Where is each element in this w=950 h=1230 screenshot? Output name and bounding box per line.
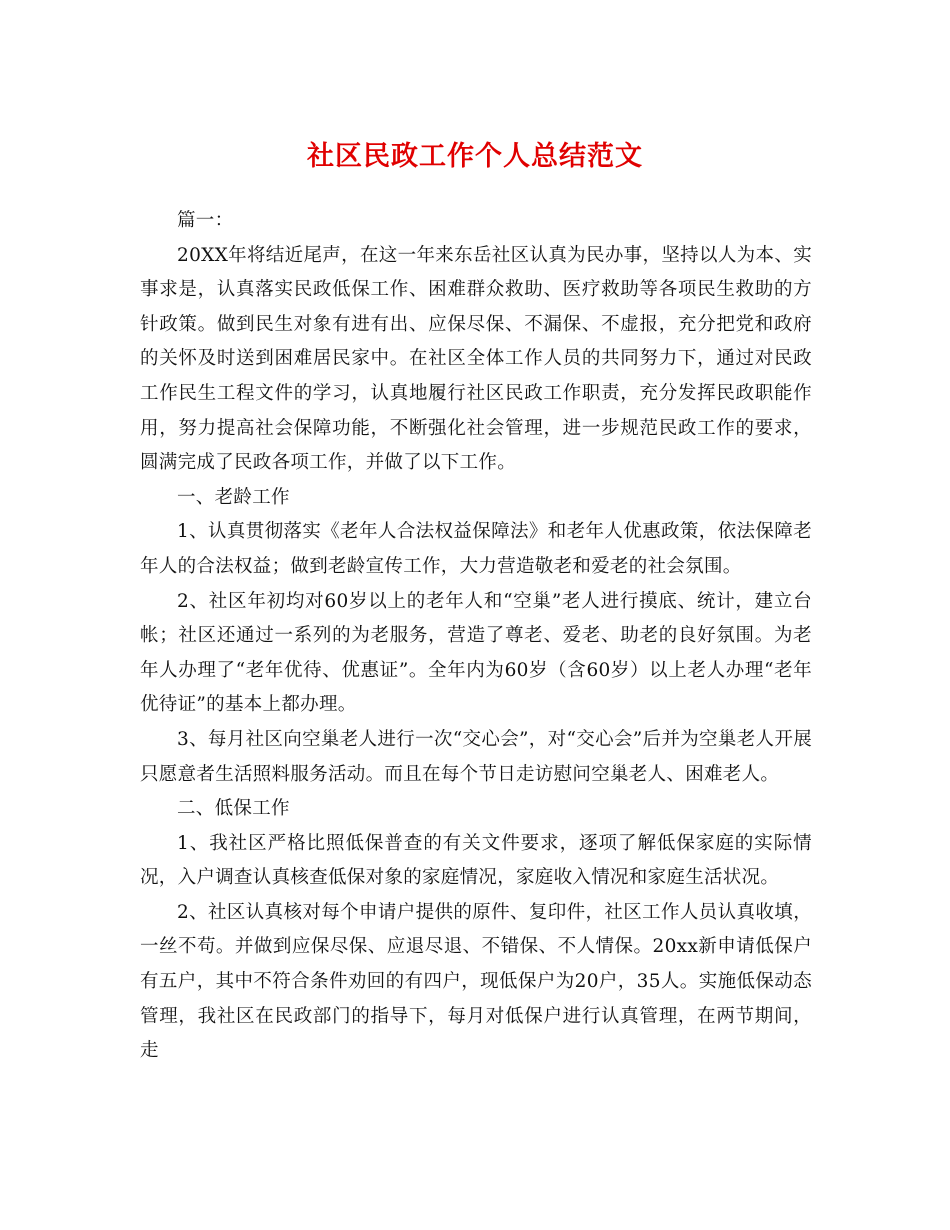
- section-heading-low-income-work: 二、低保工作: [177, 798, 290, 820]
- document-title: 社区民政工作个人总结范文: [307, 141, 643, 172]
- paragraph-intro: 20XX年将结近尾声，在这一年来东岳社区认真为民办事，坚持以人为本、实事求是，认真落实民政低保工作、困难群众救助、医疗救助等各项民生救助的方针政策。做到民生对象有进有出、应保尽保、不漏保、不虚报，充分把党和政府的关怀及时送到困难居民家中。在社区全体工作人员的共同努力下，通过对民政工作民生工程文件的学习，认真地履行社区民政工作职责，充分发挥民政职能作用，努力提高社会保障功能，不断强化社会管理，进一步规范民政工作的要求，圆满完成了民政各项工作，并做了以下工作。: [140, 244, 812, 474]
- paragraph-elderly-3: 3、每月社区向空巢老人进行一次“交心会”，对“交心会”后并为空巢老人开展只愿意者生活照料服务活动。而且在每个节日走访慰问空巢老人、困难老人。: [140, 728, 812, 785]
- section-heading-elderly-work: 一、老龄工作: [177, 486, 290, 508]
- paragraph-low-income-1: 1、我社区严格比照低保普查的有关文件要求，逐项了解低保家庭的实际情况，入户调查认真核查低保对象的家庭情况，家庭收入情况和家庭生活状况。: [140, 832, 812, 889]
- document-body: [140, 204, 812, 1069]
- paragraph-heading-part-one: 篇一：: [177, 210, 234, 231]
- paragraph-low-income-2: 2、社区认真核对每个申请户提供的原件、复印件，社区工作人员认真收填，一丝不苟。并做到应保尽保、应退尽退、不错保、不人情保。20xx新申请低保户有五户，其中不符合条件劝回的有四户，现低保户为20户，35人。实施低保动态管理，我社区在民政部门的指导下，每月对低保户进行认真管理，在两节期间，走: [140, 901, 812, 1062]
- paragraph-elderly-1: 1、认真贯彻落实《老年人合法权益保障法》和老年人优惠政策，依法保障老年人的合法权益；做到老龄宣传工作，大力营造敬老和爱老的社会氛围。: [140, 521, 812, 577]
- paragraph-elderly-2: 2、社区年初均对60岁以上的老年人和“空巢”老人进行摸底、统计，建立台帐；社区还通过一系列的为老服务，营造了尊老、爱老、助老的良好氛围。为老年人办理了“老年优待、优惠证”。全年内为60岁（含60岁）以上老人办理“老年优待证”的基本上都办理。: [140, 590, 812, 716]
